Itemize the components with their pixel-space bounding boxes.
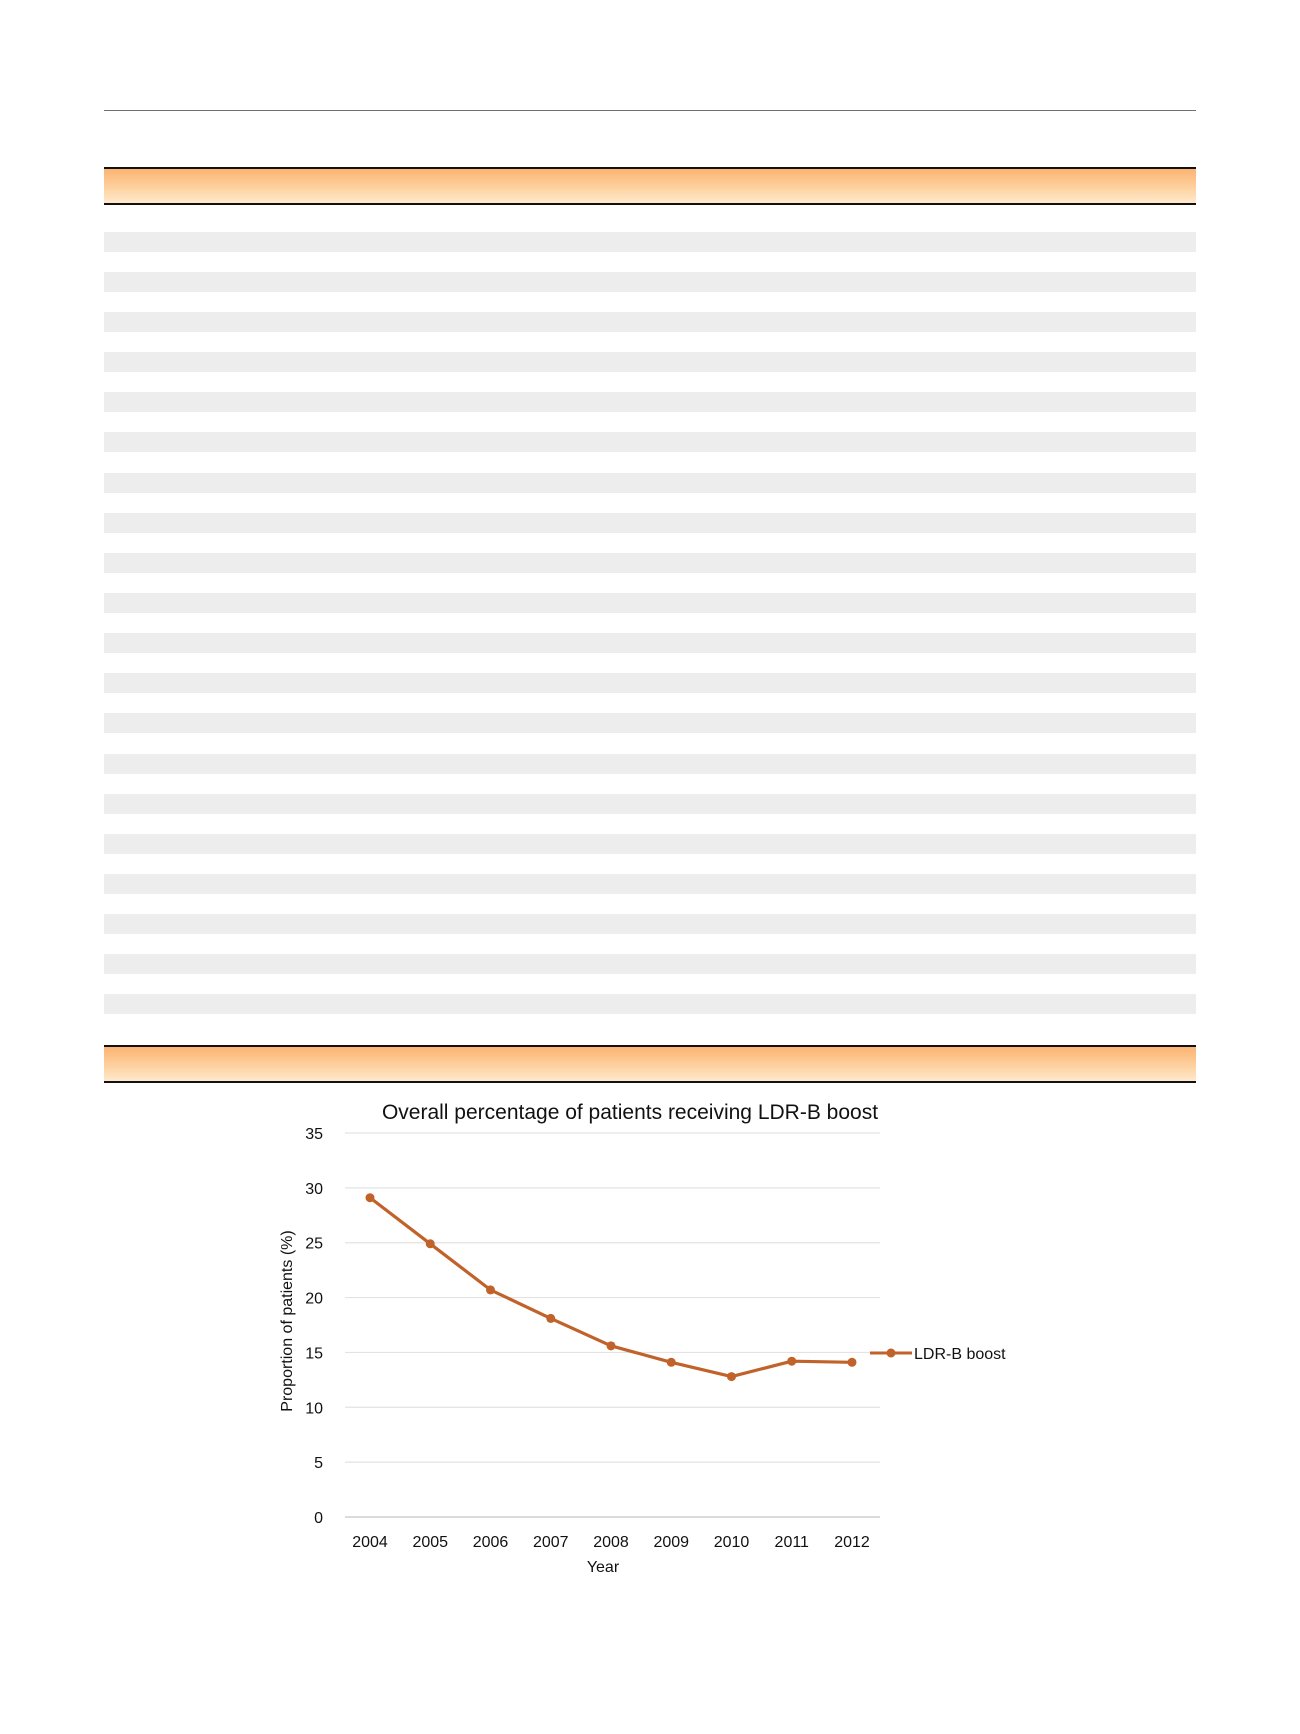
x-axis-label: Year <box>586 1559 620 1576</box>
x-tick-label: 2010 <box>713 1534 750 1551</box>
y-tick-label: 20 <box>305 1290 323 1308</box>
y-tick-label: 15 <box>305 1345 323 1363</box>
legend <box>870 1346 1006 1363</box>
data-point <box>848 1358 857 1367</box>
x-tick-label: 2011 <box>774 1534 809 1551</box>
x-axis-ticks <box>352 1534 870 1551</box>
data-point <box>546 1314 555 1323</box>
x-tick-label: 2012 <box>834 1534 870 1551</box>
y-tick-label: 25 <box>305 1235 323 1253</box>
x-tick-label: 2005 <box>412 1534 449 1551</box>
y-axis-ticks <box>305 1126 323 1527</box>
data-point <box>366 1193 375 1202</box>
data-point <box>727 1372 736 1381</box>
data-point <box>787 1357 796 1366</box>
legend-swatch-marker <box>887 1349 896 1358</box>
data-point <box>486 1285 495 1294</box>
data-point <box>426 1239 435 1248</box>
x-tick-label: 2009 <box>653 1534 690 1551</box>
y-axis-label: Proportion of patients (%) <box>279 1230 296 1412</box>
x-tick-label: 2007 <box>532 1534 569 1551</box>
x-tick-label: 2006 <box>472 1534 509 1551</box>
x-tick-label: 2008 <box>593 1534 629 1551</box>
y-tick-label: 10 <box>305 1400 323 1418</box>
y-tick-label: 30 <box>305 1180 323 1198</box>
data-point <box>667 1358 676 1367</box>
y-tick-label: 35 <box>305 1126 323 1143</box>
legend-label: LDR-B boost <box>914 1346 1006 1363</box>
y-tick-label: 0 <box>314 1510 323 1527</box>
x-tick-label: 2004 <box>352 1534 388 1551</box>
y-tick-label: 5 <box>314 1455 323 1473</box>
gridlines <box>345 1133 880 1517</box>
data-point <box>607 1341 616 1350</box>
chart-title: Overall percentage of patients receiving LDR-B boost <box>381 1101 879 1124</box>
